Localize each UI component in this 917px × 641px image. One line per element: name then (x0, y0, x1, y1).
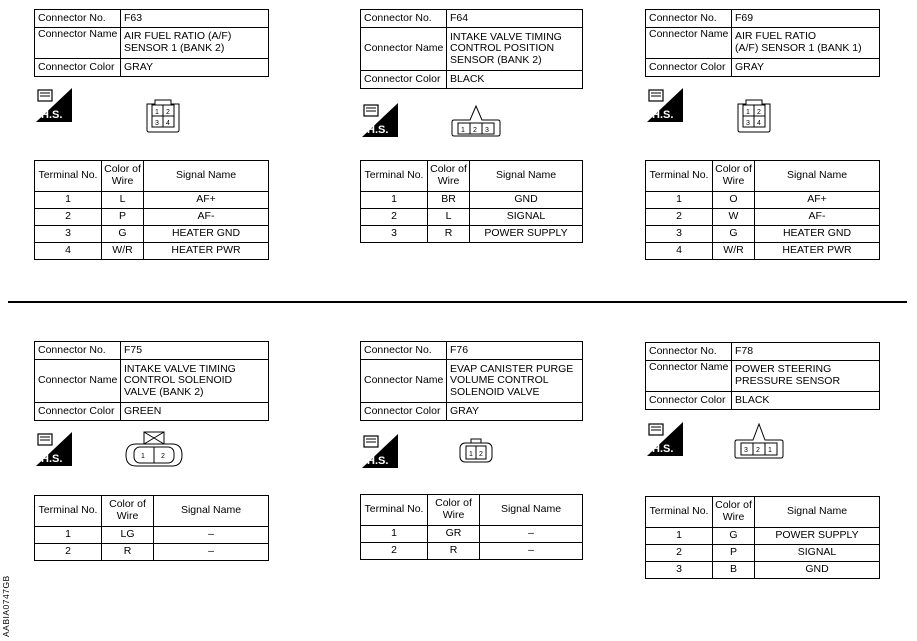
connector-block-f78 (645, 342, 880, 410)
connector-name-label: Connector Name (35, 28, 121, 59)
signal-name-header: Signal Name (470, 161, 583, 192)
connector-block-f64 (360, 9, 583, 89)
table-row (35, 192, 269, 209)
table-row (35, 209, 269, 226)
signal-name: HEATER PWR (144, 243, 269, 260)
connector-name-label: Connector Name (646, 361, 732, 392)
pin-label: 2 (166, 109, 170, 116)
wire-color-header: Color of Wire (428, 161, 470, 192)
signal-name: POWER SUPPLY (470, 226, 583, 243)
pin-label: 1 (141, 453, 145, 460)
table-row (35, 544, 269, 561)
terminal-no: 1 (646, 192, 713, 209)
connector-no-label: Connector No. (361, 342, 447, 360)
hs-badge-icon (362, 434, 398, 468)
connector-color-value: GRAY (732, 59, 880, 77)
connector-face-3pin-icon (451, 104, 501, 138)
hs-badge-text: H.S. (652, 443, 674, 455)
terminal-no: 1 (361, 526, 428, 543)
table-row (646, 243, 880, 260)
connector-no-value: F75 (121, 342, 269, 360)
pin-label: 3 (485, 127, 489, 134)
terminal-no-header: Terminal No. (35, 496, 102, 527)
terminal-table-f76 (360, 494, 583, 560)
hs-badge-text: H.S. (652, 109, 674, 121)
terminal-no-header: Terminal No. (35, 161, 102, 192)
pin-label: 2 (479, 451, 483, 458)
table-row (646, 562, 880, 579)
connector-block-f69 (645, 9, 880, 77)
connector-no-label: Connector No. (646, 343, 732, 361)
pin-label: 3 (744, 447, 748, 454)
connector-color-value: GREEN (121, 403, 269, 421)
terminal-no-header: Terminal No. (646, 497, 713, 528)
connector-block-f75 (34, 341, 269, 421)
connector-color-value: GRAY (121, 59, 269, 77)
terminal-no-header: Terminal No. (361, 495, 428, 526)
terminal-no: 1 (35, 527, 102, 544)
connector-name-label: Connector Name (35, 360, 121, 403)
wire-color-header: Color of Wire (428, 495, 480, 526)
hs-badge-icon (36, 88, 72, 122)
pin-label: 3 (155, 120, 159, 127)
terminal-table-f69 (645, 160, 880, 260)
terminal-table-f75 (34, 495, 269, 561)
table-row (361, 192, 583, 209)
wire-color: L (102, 192, 144, 209)
connector-color-value: BLACK (732, 392, 880, 410)
terminal-table-f63 (34, 160, 269, 260)
connector-face-2pin-icon (458, 438, 494, 464)
hs-badge-icon (36, 432, 72, 466)
signal-name: SIGNAL (470, 209, 583, 226)
signal-name-header: Signal Name (480, 495, 583, 526)
wire-color: R (428, 543, 480, 560)
table-row (646, 192, 880, 209)
connector-color-label: Connector Color (361, 71, 447, 89)
signal-name: SIGNAL (755, 545, 880, 562)
signal-name: GND (470, 192, 583, 209)
connector-name-value: AIR FUEL RATIO (A/F) SENSOR 1 (BANK 2) (121, 28, 269, 59)
hs-badge-icon (647, 88, 683, 122)
terminal-no: 4 (646, 243, 713, 260)
signal-name: AF- (144, 209, 269, 226)
connector-name-label: Connector Name (361, 28, 447, 71)
hs-badge-icon (362, 103, 398, 137)
pin-label: 2 (161, 453, 165, 460)
table-row (361, 543, 583, 560)
pin-label: 2 (757, 109, 761, 116)
connector-info-table (34, 341, 269, 421)
terminal-no-header: Terminal No. (361, 161, 428, 192)
connector-name-value: POWER STEERING PRESSURE SENSOR (732, 361, 880, 392)
connector-no-label: Connector No. (646, 10, 732, 28)
table-row (361, 526, 583, 543)
wire-color-header: Color of Wire (102, 161, 144, 192)
pin-label: 1 (469, 451, 473, 458)
terminal-no: 2 (361, 543, 428, 560)
connector-name-value: INTAKE VALVE TIMING CONTROL POSITION SENSOR (BANK 2) (447, 28, 583, 71)
table-row (646, 528, 880, 545)
terminal-no: 3 (361, 226, 428, 243)
wire-color: LG (102, 527, 154, 544)
terminal-table-f64 (360, 160, 583, 243)
connector-color-label: Connector Color (646, 59, 732, 77)
table-row (35, 243, 269, 260)
connector-color-value: GRAY (447, 403, 583, 421)
wire-color: G (713, 528, 755, 545)
table-row (646, 545, 880, 562)
wire-color: R (102, 544, 154, 561)
wire-color: B (713, 562, 755, 579)
signal-name: HEATER GND (144, 226, 269, 243)
connector-name-label: Connector Name (646, 28, 732, 59)
pin-label: 1 (155, 109, 159, 116)
hs-badge-text: H.S. (367, 124, 389, 136)
wire-color: G (102, 226, 144, 243)
terminal-no: 1 (361, 192, 428, 209)
hs-badge-icon (647, 422, 683, 456)
wire-color: G (713, 226, 755, 243)
connector-no-value: F76 (447, 342, 583, 360)
connector-no-label: Connector No. (35, 10, 121, 28)
wire-color: W/R (102, 243, 144, 260)
pin-label: 1 (461, 127, 465, 134)
connector-name-value: AIR FUEL RATIO (A/F) SENSOR 1 (BANK 1) (732, 28, 880, 59)
connector-color-value: BLACK (447, 71, 583, 89)
signal-name: – (480, 526, 583, 543)
connector-no-label: Connector No. (35, 342, 121, 360)
signal-name: GND (755, 562, 880, 579)
section-divider (8, 301, 907, 303)
signal-name: AF- (755, 209, 880, 226)
terminal-no: 2 (35, 544, 102, 561)
terminal-no: 2 (646, 545, 713, 562)
terminal-no: 3 (646, 226, 713, 243)
signal-name: AF+ (755, 192, 880, 209)
table-row (35, 226, 269, 243)
signal-name: HEATER PWR (755, 243, 880, 260)
hs-badge-text: H.S. (41, 109, 63, 121)
wire-color: W/R (713, 243, 755, 260)
connector-block-f63 (34, 9, 269, 77)
connector-info-table (360, 341, 583, 421)
pin-label: 4 (166, 120, 170, 127)
terminal-no: 3 (35, 226, 102, 243)
signal-name: – (154, 544, 269, 561)
connector-info-table (645, 9, 880, 77)
table-row (361, 226, 583, 243)
connector-name-value: EVAP CANISTER PURGE VOLUME CONTROL SOLENOID VALVE (447, 360, 583, 403)
signal-name: – (154, 527, 269, 544)
table-row (35, 527, 269, 544)
wire-color: GR (428, 526, 480, 543)
pin-label: 3 (746, 120, 750, 127)
signal-name: HEATER GND (755, 226, 880, 243)
signal-name: POWER SUPPLY (755, 528, 880, 545)
connector-info-table (360, 9, 583, 89)
figure-code: AABIA0747GB (1, 575, 11, 637)
connector-info-table (34, 9, 269, 77)
connector-no-value: F64 (447, 10, 583, 28)
wire-color: P (713, 545, 755, 562)
terminal-no: 1 (35, 192, 102, 209)
pin-label: 1 (768, 447, 772, 454)
connector-no-value: F69 (732, 10, 880, 28)
signal-name-header: Signal Name (755, 497, 880, 528)
connector-face-4pin-icon (734, 98, 774, 134)
wire-color-header: Color of Wire (713, 161, 755, 192)
connector-color-label: Connector Color (35, 59, 121, 77)
terminal-no: 2 (646, 209, 713, 226)
table-row (646, 209, 880, 226)
signal-name: AF+ (144, 192, 269, 209)
pin-label: 2 (756, 447, 760, 454)
wire-color: P (102, 209, 144, 226)
wire-color: L (428, 209, 470, 226)
pin-label: 1 (746, 109, 750, 116)
wire-color: W (713, 209, 755, 226)
hs-badge-text: H.S. (367, 455, 389, 467)
wire-color-header: Color of Wire (102, 496, 154, 527)
connector-color-label: Connector Color (361, 403, 447, 421)
wire-color-header: Color of Wire (713, 497, 755, 528)
signal-name: – (480, 543, 583, 560)
connector-no-label: Connector No. (361, 10, 447, 28)
terminal-no: 2 (35, 209, 102, 226)
connector-face-3pin-icon (734, 422, 784, 460)
hs-badge-text: H.S. (41, 453, 63, 465)
terminal-no: 2 (361, 209, 428, 226)
connector-color-label: Connector Color (35, 403, 121, 421)
pin-label: 4 (757, 120, 761, 127)
terminal-no: 4 (35, 243, 102, 260)
signal-name-header: Signal Name (144, 161, 269, 192)
signal-name-header: Signal Name (755, 161, 880, 192)
connector-no-value: F63 (121, 10, 269, 28)
pin-label: 2 (473, 127, 477, 134)
connector-name-value: INTAKE VALVE TIMING CONTROL SOLENOID VALVE (BANK 2) (121, 360, 269, 403)
terminal-no-header: Terminal No. (646, 161, 713, 192)
terminal-no: 3 (646, 562, 713, 579)
connector-info-table (645, 342, 880, 410)
wire-color: O (713, 192, 755, 209)
table-row (646, 226, 880, 243)
terminal-no: 1 (646, 528, 713, 545)
wire-color: R (428, 226, 470, 243)
connector-block-f76 (360, 341, 583, 421)
signal-name-header: Signal Name (154, 496, 269, 527)
table-row (361, 209, 583, 226)
wire-color: BR (428, 192, 470, 209)
connector-no-value: F78 (732, 343, 880, 361)
connector-name-label: Connector Name (361, 360, 447, 403)
connector-face-4pin-icon (143, 98, 183, 134)
connector-color-label: Connector Color (646, 392, 732, 410)
connector-face-2pin-icon (124, 430, 184, 468)
terminal-table-f78 (645, 496, 880, 579)
